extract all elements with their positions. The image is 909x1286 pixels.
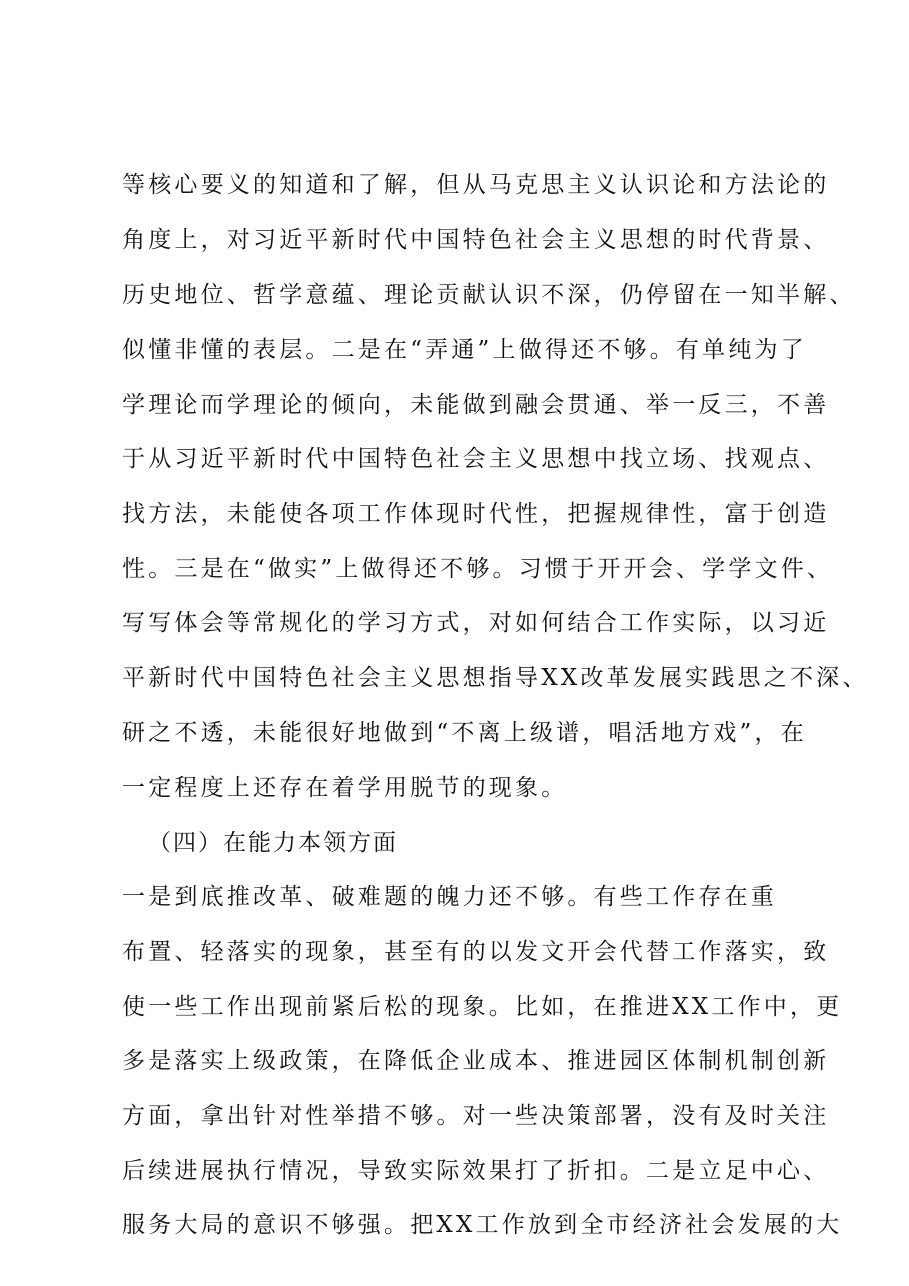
paragraph-line: 后续进展执行情况，导致实际效果打了折扣。二是立足中心、 bbox=[122, 1158, 830, 1184]
paragraph-line: 使一些工作出现前紧后松的现象。比如，在推进XX工作中，更 bbox=[122, 994, 843, 1020]
paragraph-line: 一是到底推改革、破难题的魄力还不够。有些工作存在重 bbox=[122, 884, 777, 910]
paragraph-line: 方面，拿出针对性举措不够。对一些决策部署，没有及时关注 bbox=[122, 1103, 830, 1129]
paragraph-line: 历史地位、哲学意蕴、理论贡献认识不深，仍停留在一知半解、 bbox=[122, 282, 856, 308]
paragraph-line: 布置、轻落实的现象，甚至有的以发文开会代替工作落实，致 bbox=[122, 939, 830, 965]
paragraph-line: 找方法，未能使各项工作体现时代性，把握规律性，富于创造 bbox=[122, 501, 830, 527]
paragraph-line: 研之不透，未能很好地做到“不离上级谱，唱活地方戏”，在 bbox=[122, 720, 807, 746]
paragraph-line: 服务大局的意识不够强。把XX工作放到全市经济社会发展的大 bbox=[122, 1212, 843, 1238]
paragraph-line: 性。三是在“做实”上做得还不够。习惯于开开会、学学文件、 bbox=[122, 556, 834, 582]
paragraph-line: 平新时代中国特色社会主义思想指导XX改革发展实践思之不深、 bbox=[122, 665, 869, 691]
paragraph-line: 写写体会等常规化的学习方式，对如何结合工作实际，以习近 bbox=[122, 610, 830, 636]
paragraph-line: 于从习近平新时代中国特色社会主义思想中找立场、找观点、 bbox=[122, 446, 830, 472]
paragraph-line: 等核心要义的知道和了解，但从马克思主义认识论和方法论的 bbox=[122, 172, 830, 198]
paragraph-line: 一定程度上还存在着学用脱节的现象。 bbox=[122, 775, 568, 801]
paragraph-line: 似懂非懂的表层。二是在“弄通”上做得还不够。有单纯为了 bbox=[122, 337, 807, 363]
section-heading: （四）在能力本领方面 bbox=[148, 830, 398, 856]
paragraph-line: 学理论而学理论的倾向，未能做到融会贯通、举一反三，不善 bbox=[122, 392, 830, 418]
paragraph-line: 多是落实上级政策，在降低企业成本、推进园区体制机制创新 bbox=[122, 1048, 830, 1074]
paragraph-line: 角度上，对习近平新时代中国特色社会主义思想的时代背景、 bbox=[122, 227, 830, 253]
